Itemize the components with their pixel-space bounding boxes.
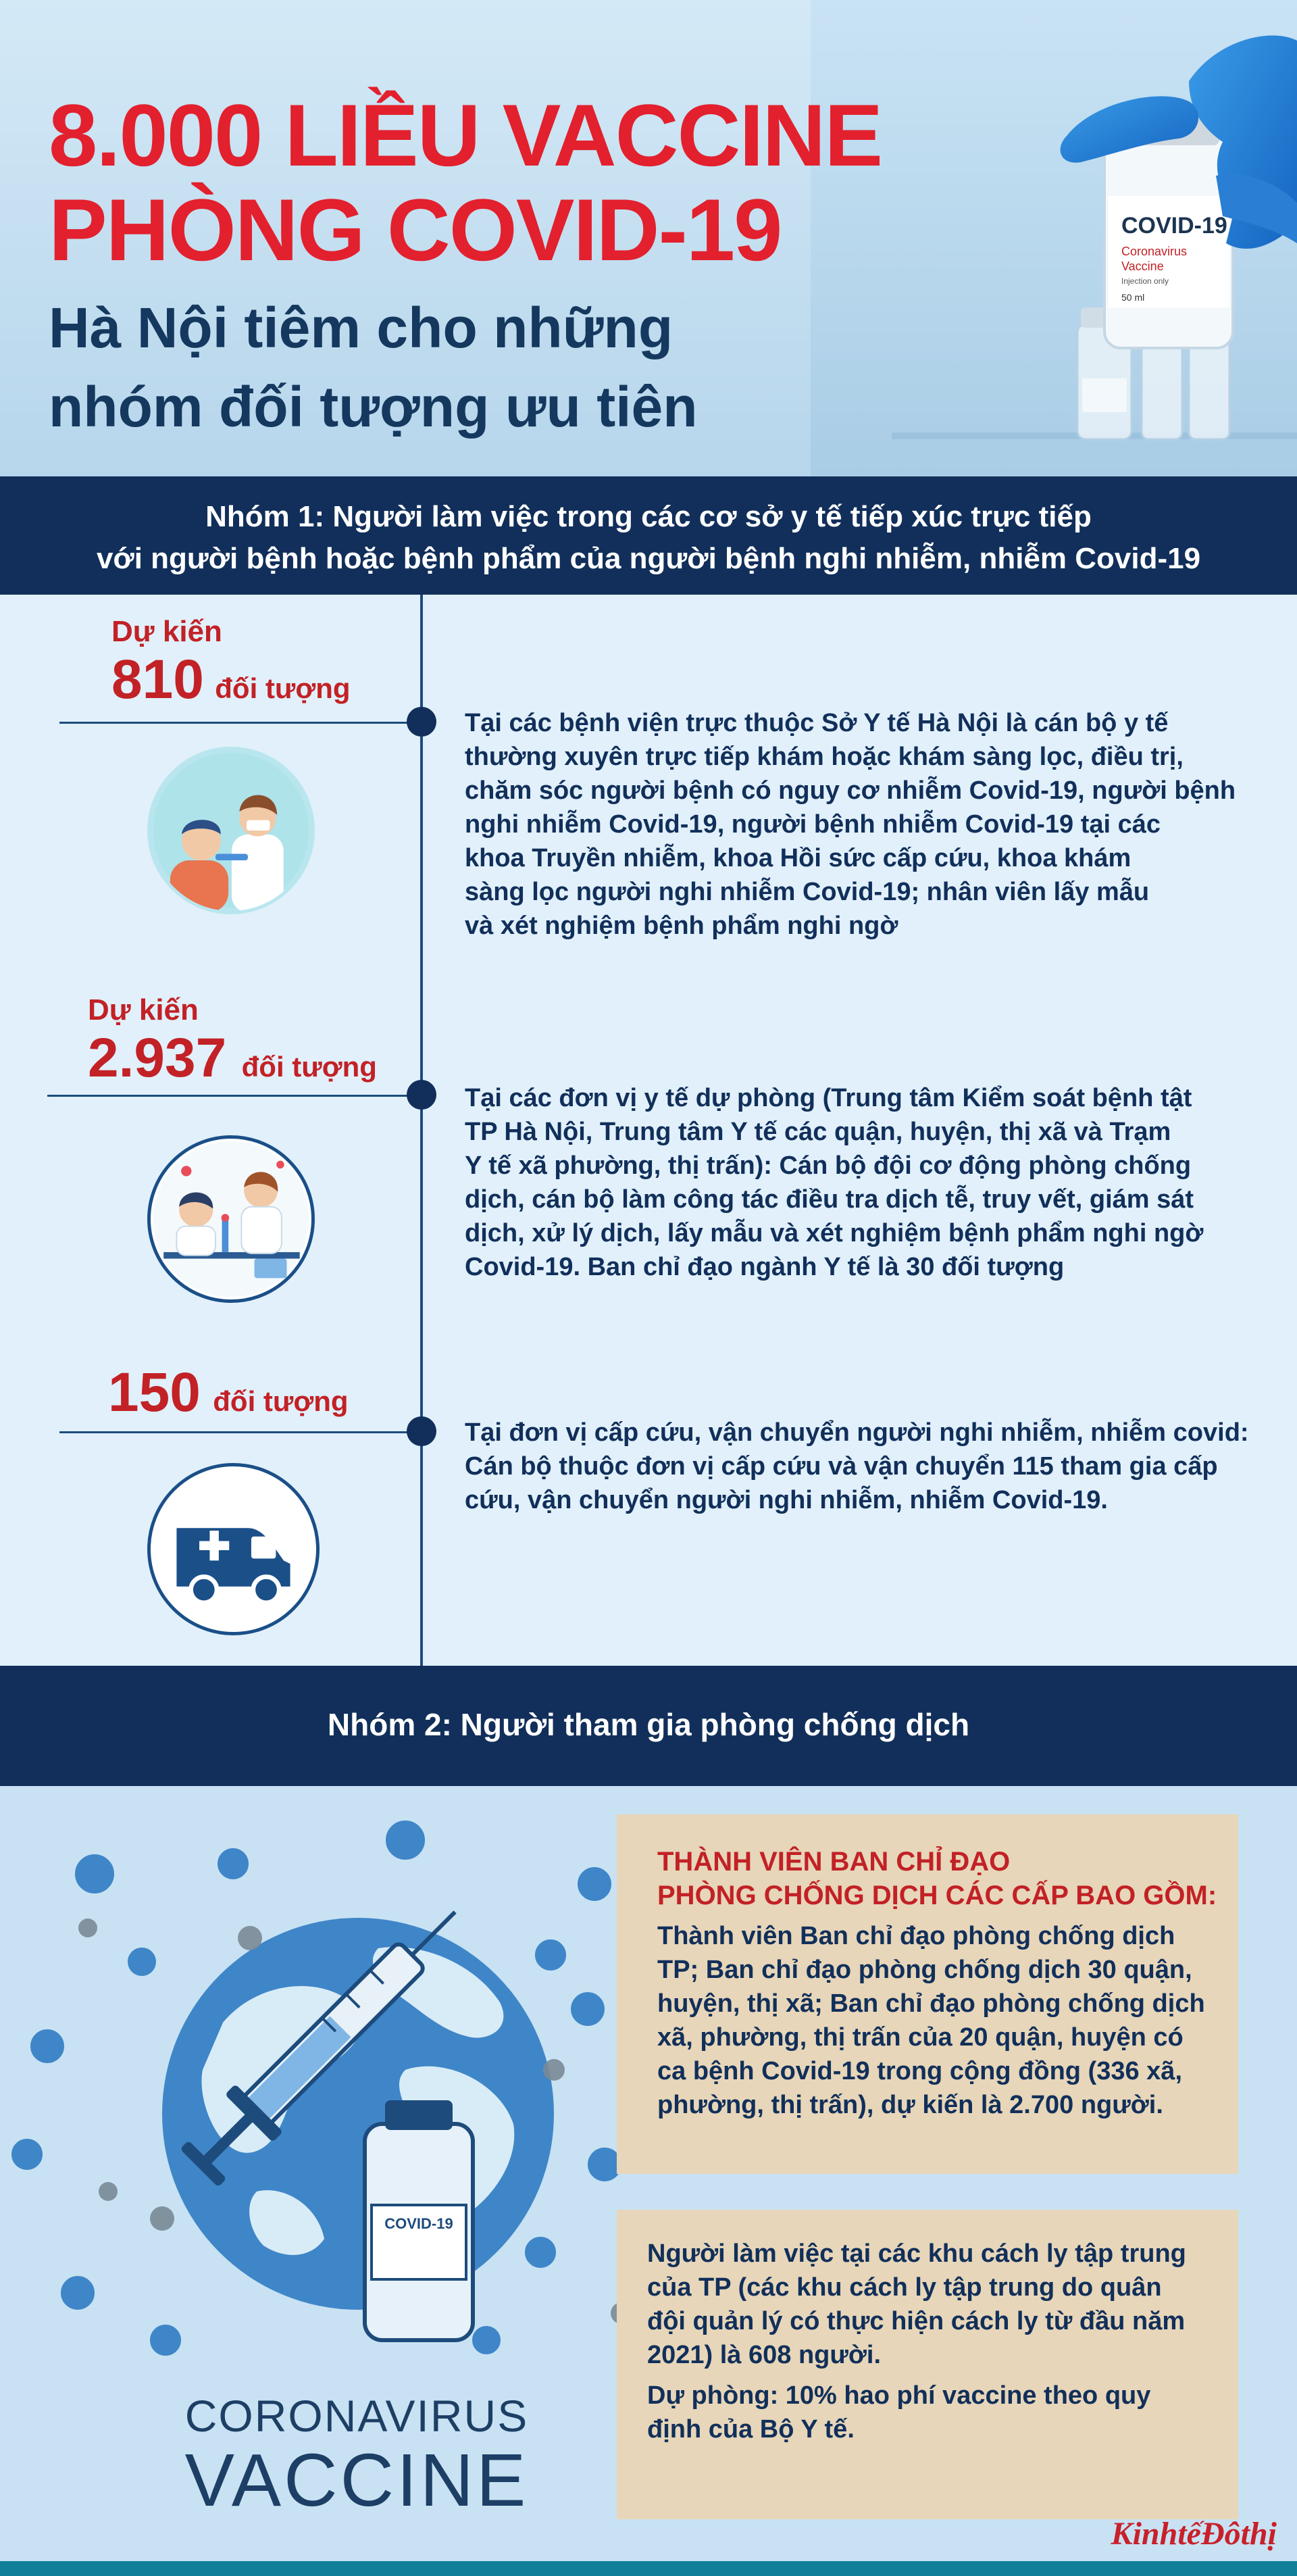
entry2-timeline-dot <box>407 1080 436 1110</box>
entry2-unit: đối tượng <box>241 1051 377 1083</box>
header-banner <box>0 0 1297 476</box>
headline-line-1: 8.000 LIỀU VACCINE <box>49 86 882 184</box>
doctor-patient-icon <box>147 747 315 914</box>
entry2-count: 2.937 <box>88 1027 227 1089</box>
subtitle-line-1: Hà Nội tiêm cho những <box>49 296 673 360</box>
card-steering-committee <box>617 1814 1238 2174</box>
headline-line-2: PHÒNG COVID-19 <box>49 180 782 279</box>
vaccine-vial-photo <box>811 0 1297 476</box>
subtitle-line-2: nhóm đối tượng ưu tiên <box>49 375 698 439</box>
entry1-count: 810 <box>111 649 204 710</box>
illustration-line1: CORONAVIRUS <box>184 2391 529 2441</box>
card1-body: Thành viên Ban chỉ đạo phòng chống dịch TP; Ban chỉ đạo phòng chống dịch 30 quận, huyện, thị xã; Ban chỉ đạo phòng chống dịch xã, phường, thị trấn của 20 quận, huyện có ca bệnh Covid-19 trong cộng đồng (336 xã, phường, thị trấn), dự kiến là 2.700 người. <box>657 1922 1205 2119</box>
svg-text:Vaccine: Vaccine <box>1121 259 1164 273</box>
entry3-count: 150 <box>108 1362 201 1423</box>
illustration-line2: VACCINE <box>184 2439 529 2522</box>
lab-scientist-icon <box>147 1135 315 1303</box>
card2-body: Người làm việc tại các khu cách ly tập trung của TP (các khu cách ly tập trung do quân đội quản lý có thực hiện cách ly từ đầu năm 2021) là 608 người. Dự phòng: 10% hao phí vaccine theo quy định của Bộ Y tế. <box>647 2239 1186 2444</box>
entry1-divider <box>59 722 423 724</box>
newspaper-logo: KinhtếĐôthị <box>1111 2516 1277 2552</box>
card-quarantine-workers <box>617 2210 1238 2519</box>
card1-title-line2: PHÒNG CHỐNG DỊCH CÁC CẤP BAO GỒM: <box>657 1881 1217 1910</box>
entry1-unit: đối tượng <box>215 672 351 704</box>
card1-title-line1: THÀNH VIÊN BAN CHỈ ĐẠO <box>657 1847 1011 1877</box>
entry3-divider <box>59 1431 423 1433</box>
group1-heading-line-1: Nhóm 1: Người làm việc trong các cơ sở y tế tiếp xúc trực tiếp <box>205 500 1092 533</box>
entry3-unit: đối tượng <box>213 1385 349 1417</box>
entry3-timeline-dot <box>407 1416 436 1446</box>
entry1-count-row <box>111 649 351 710</box>
entry1-description: Tại các bệnh viện trực thuộc Sở Y tế Hà Nội là cán bộ y tế thường xuyên trực tiếp khám hoặc khám sàng lọc, điều trị, chăm sóc người bệnh có nguy cơ nhiễm Covid-19, người bệnh nghi nhiễm Covid-19, người bệnh nhiễm Covid-19 tại các khoa Truyền nhiễm, khoa Hồi sức cấp cứu, khoa khám sàng lọc người nghi nhiễm Covid-19; nhân viên lấy mẫu và xét nghiệm bệnh phẩm nghi ngờ <box>465 709 1236 940</box>
vial-label: COVID-19 <box>1121 213 1227 239</box>
footer-strip <box>0 2561 1297 2576</box>
entry2-count-row <box>88 1027 377 1089</box>
entry3-count-row <box>108 1362 349 1423</box>
entry2-divider <box>47 1095 423 1097</box>
group1-heading-line-2: với người bệnh hoặc bệnh phẩm của người bệnh nghi nhiễm, nhiễm Covid-19 <box>96 542 1201 575</box>
group2-section <box>0 1786 1297 2576</box>
svg-text:Coronavirus: Coronavirus <box>1121 245 1188 258</box>
svg-text:50 ml: 50 ml <box>1121 292 1145 303</box>
group2-heading <box>0 1666 1297 1786</box>
entry1-expected-label: Dự kiến <box>111 615 222 648</box>
group1-heading <box>0 476 1297 595</box>
group2-heading-text: Nhóm 2: Người tham gia phòng chống dịch <box>327 1707 970 1742</box>
ambulance-icon <box>147 1463 320 1635</box>
entry1-timeline-dot <box>407 707 436 737</box>
svg-text:Injection only: Injection only <box>1121 276 1169 286</box>
svg-text:COVID-19: COVID-19 <box>384 2215 453 2232</box>
entry3-description: Tại đơn vị cấp cứu, vận chuyển người nghi nhiễm, nhiễm covid: Cán bộ thuộc đơn vị cấp cứu và vận chuyển 115 tham gia cấp cứu, vận chuyển người nghi nhiễm, nhiễm Covid-19. <box>465 1418 1249 1514</box>
entry2-description: Tại các đơn vị y tế dự phòng (Trung tâm Kiểm soát bệnh tật TP Hà Nội, Trung tâm Y tế các quận, huyện, thị xã và Trạm Y tế xã phường, thị trấn): Cán bộ đội cơ động phòng chống dịch, cán bộ làm công tác điều tra dịch tễ, truy vết, giám sát dịch, xử lý dịch, lấy mẫu và xét nghiệm bệnh phẩm nghi ngờ Covid-19. Ban chỉ đạo ngành Y tế là 30 đối tượng <box>465 1084 1204 1281</box>
entry2-expected-label: Dự kiến <box>88 993 199 1026</box>
timeline-line <box>420 595 423 1666</box>
